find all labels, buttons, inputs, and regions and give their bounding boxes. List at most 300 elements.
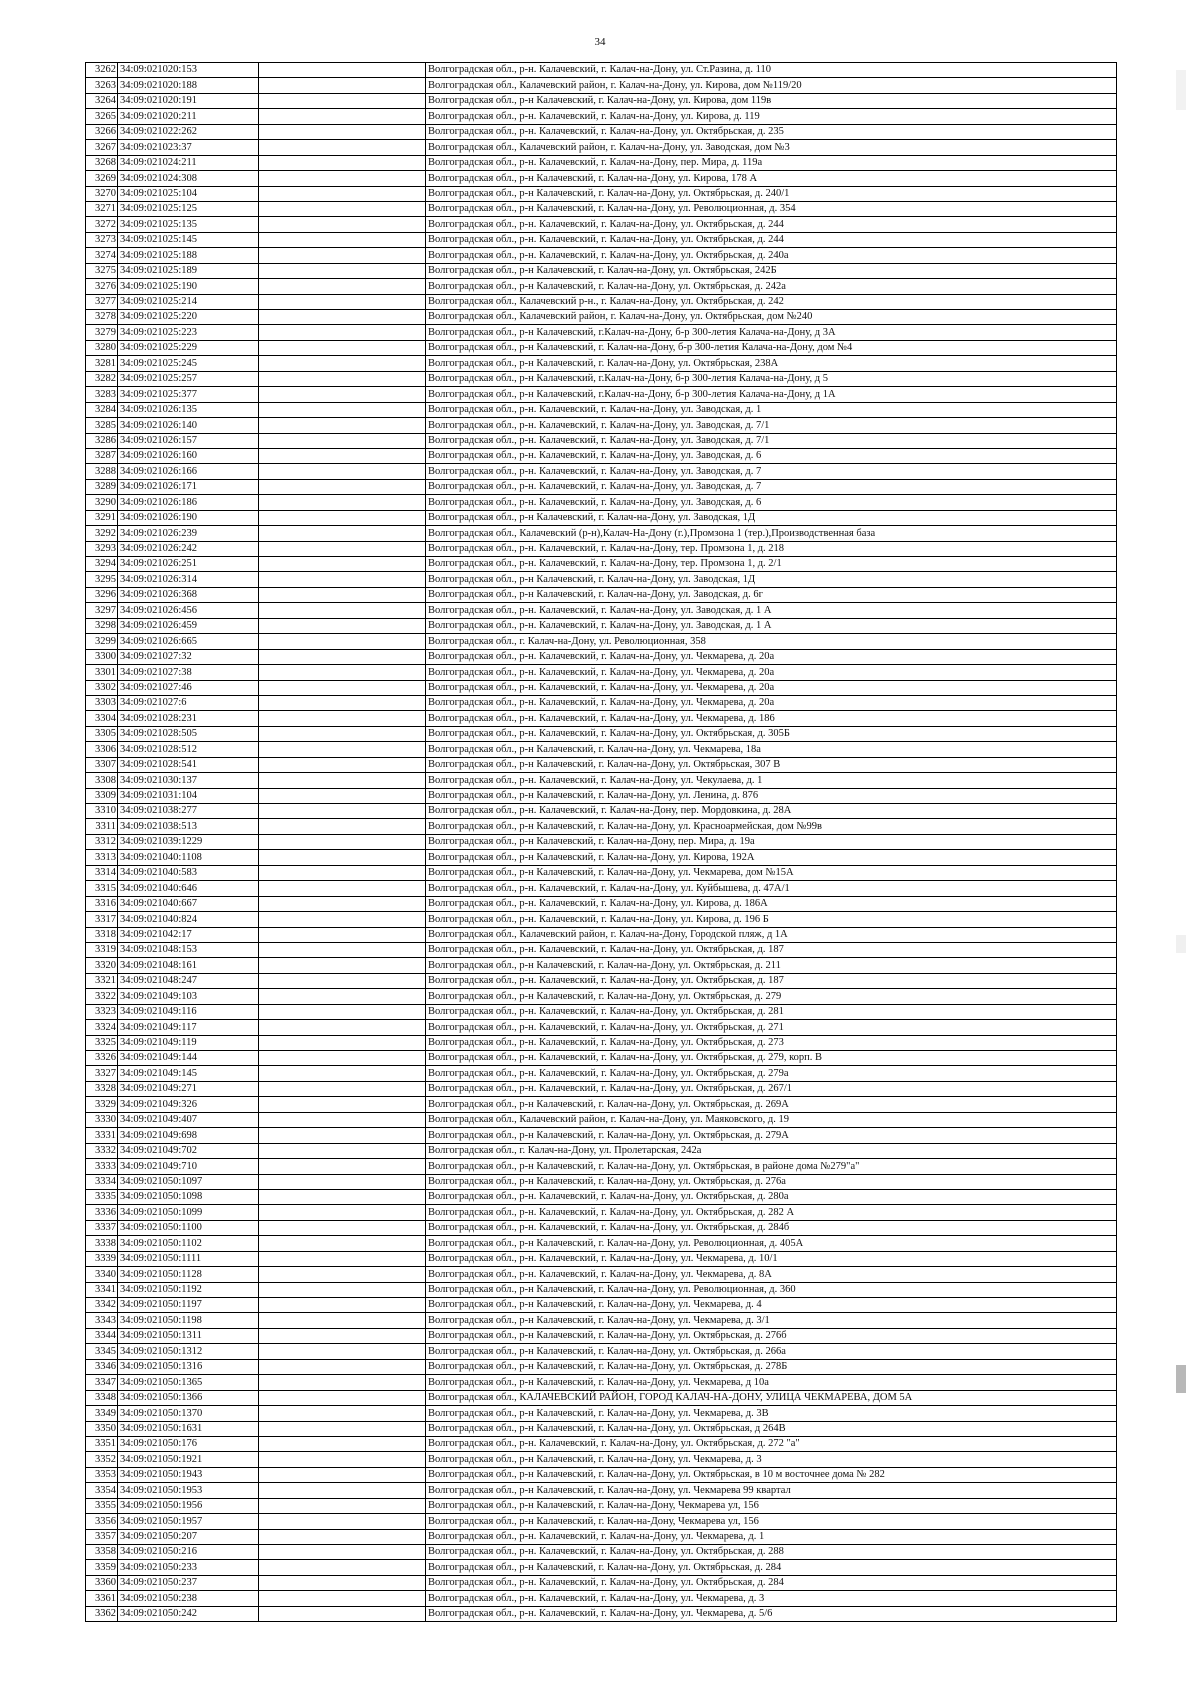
row-number-cell: 3296: [86, 587, 118, 602]
table-row: [86, 1498, 1117, 1513]
empty-cell: [259, 418, 426, 433]
row-number-cell: 3279: [86, 325, 118, 340]
scan-artifact: [1176, 70, 1186, 110]
row-number-cell: 3299: [86, 634, 118, 649]
row-number-cell: 3267: [86, 140, 118, 155]
cadastral-number-cell: 34:09:021050:1312: [118, 1344, 259, 1359]
address-cell: Волгоградская обл., р-н. Калачевский, г. Калач-на-Дону, пер. Мордовкина, д. 28А: [426, 804, 1117, 819]
empty-cell: [259, 541, 426, 556]
table-row: [86, 201, 1117, 216]
table-row: [86, 1436, 1117, 1451]
row-number-cell: 3306: [86, 742, 118, 757]
address-cell: Волгоградская обл., р-н. Калачевский, г. Калач-на-Дону, тер. Промзона 1, д. 2/1: [426, 557, 1117, 572]
row-number-cell: 3268: [86, 155, 118, 170]
table-row: [86, 356, 1117, 371]
empty-cell: [259, 804, 426, 819]
empty-cell: [259, 371, 426, 386]
empty-cell: [259, 495, 426, 510]
empty-cell: [259, 1452, 426, 1467]
address-cell: Волгоградская обл., р-н Калачевский, г. Калач-на-Дону, ул. Чекмарева, д. 4: [426, 1298, 1117, 1313]
cadastral-number-cell: 34:09:021040:646: [118, 881, 259, 896]
address-cell: Волгоградская обл., р-н. Калачевский, г. Калач-на-Дону, ул. Чекмарева, д. 20а: [426, 680, 1117, 695]
table-row: [86, 1467, 1117, 1482]
address-cell: Волгоградская обл., р-н. Калачевский, г. Калач-на-Дону, ул. Октябрьская, д. 281: [426, 1004, 1117, 1019]
row-number-cell: 3350: [86, 1421, 118, 1436]
row-number-cell: 3266: [86, 124, 118, 139]
table-row: [86, 1220, 1117, 1235]
empty-cell: [259, 248, 426, 263]
empty-cell: [259, 649, 426, 664]
table-row: [86, 124, 1117, 139]
address-cell: Волгоградская обл., р-н Калачевский, г. Калач-на-Дону, ул. Чекмарева, д. 3: [426, 1452, 1117, 1467]
address-cell: Волгоградская обл., р-н. Калачевский, г. Калач-на-Дону, ул. Чекмарева, д. 186: [426, 711, 1117, 726]
row-number-cell: 3275: [86, 263, 118, 278]
empty-cell: [259, 201, 426, 216]
empty-cell: [259, 1575, 426, 1590]
row-number-cell: 3324: [86, 1020, 118, 1035]
row-number-cell: 3343: [86, 1313, 118, 1328]
cadastral-number-cell: 34:09:021022:262: [118, 124, 259, 139]
cadastral-number-cell: 34:09:021040:583: [118, 865, 259, 880]
cadastral-number-cell: 34:09:021028:505: [118, 726, 259, 741]
table-row: [86, 541, 1117, 556]
cadastral-number-cell: 34:09:021040:1108: [118, 850, 259, 865]
row-number-cell: 3277: [86, 294, 118, 309]
table-row: [86, 294, 1117, 309]
address-cell: Волгоградская обл., р-н Калачевский, г. Калач-на-Дону, ул. Октябрьская, д. 242а: [426, 279, 1117, 294]
cadastral-number-cell: 34:09:021050:216: [118, 1545, 259, 1560]
row-number-cell: 3297: [86, 603, 118, 618]
cadastral-number-cell: 34:09:021025:223: [118, 325, 259, 340]
cadastral-number-cell: 34:09:021050:1192: [118, 1282, 259, 1297]
empty-cell: [259, 1514, 426, 1529]
empty-cell: [259, 1251, 426, 1266]
empty-cell: [259, 171, 426, 186]
empty-cell: [259, 93, 426, 108]
empty-cell: [259, 1174, 426, 1189]
address-cell: Волгоградская обл., р-н. Калачевский, г. Калач-на-Дону, ул. Чекмарева, д. 3: [426, 1591, 1117, 1606]
table-row: [86, 1128, 1117, 1143]
empty-cell: [259, 1560, 426, 1575]
cadastral-number-cell: 34:09:021050:1316: [118, 1359, 259, 1374]
row-number-cell: 3362: [86, 1606, 118, 1621]
address-cell: Волгоградская обл., р-н. Калачевский, г. Калач-на-Дону, ул. Октябрьская, д. 235: [426, 124, 1117, 139]
address-cell: Волгоградская обл., р-н. Калачевский, г. Калач-на-Дону, ул. Октябрьская, д. 187: [426, 973, 1117, 988]
scan-artifact: [1176, 1365, 1186, 1393]
table-row: [86, 93, 1117, 108]
address-cell: Волгоградская обл., р-н Калачевский, г. Калач-на-Дону, ул. Октябрьская, 238А: [426, 356, 1117, 371]
empty-cell: [259, 310, 426, 325]
row-number-cell: 3288: [86, 464, 118, 479]
cadastral-number-cell: 34:09:021026:456: [118, 603, 259, 618]
table-row: [86, 371, 1117, 386]
row-number-cell: 3325: [86, 1035, 118, 1050]
empty-cell: [259, 726, 426, 741]
address-cell: Волгоградская обл., р-н. Калачевский, г. Калач-на-Дону, ул. Октябрьская, д. 271: [426, 1020, 1117, 1035]
address-cell: Волгоградская обл., р-н. Калачевский, г. Калач-на-Дону, ул. Заводская, д. 7/1: [426, 418, 1117, 433]
cadastral-number-cell: 34:09:021026:251: [118, 557, 259, 572]
row-number-cell: 3357: [86, 1529, 118, 1544]
table-row: [86, 1097, 1117, 1112]
row-number-cell: 3302: [86, 680, 118, 695]
table-row: [86, 1328, 1117, 1343]
table-row: [86, 896, 1117, 911]
row-number-cell: 3360: [86, 1575, 118, 1590]
cadastral-number-cell: 34:09:021025:104: [118, 186, 259, 201]
address-cell: Волгоградская обл., р-н. Калачевский, г. Калач-на-Дону, ул. Чекмарева, д. 5/6: [426, 1606, 1117, 1621]
row-number-cell: 3334: [86, 1174, 118, 1189]
cadastral-number-cell: 34:09:021025:377: [118, 387, 259, 402]
cadastral-number-cell: 34:09:021050:1102: [118, 1236, 259, 1251]
address-cell: Волгоградская обл., р-н. Калачевский, г. Калач-на-Дону, ул. Кирова, д. 186А: [426, 896, 1117, 911]
address-cell: Волгоградская обл., р-н. Калачевский, г. Калач-на-Дону, ул. Чекмарева, д. 20а: [426, 665, 1117, 680]
address-cell: Волгоградская обл., р-н. Калачевский, г. Калач-на-Дону, ул. Заводская, д. 1 А: [426, 603, 1117, 618]
table-row: [86, 1112, 1117, 1127]
table-row: [86, 1282, 1117, 1297]
table-row: [86, 1421, 1117, 1436]
empty-cell: [259, 912, 426, 927]
row-number-cell: 3304: [86, 711, 118, 726]
address-cell: Волгоградская обл., р-н Калачевский, г. Калач-на-Дону, ул. Кирова, дом 119в: [426, 93, 1117, 108]
table-row: [86, 1375, 1117, 1390]
table-row: [86, 1591, 1117, 1606]
row-number-cell: 3353: [86, 1467, 118, 1482]
empty-cell: [259, 1436, 426, 1451]
cadastral-number-cell: 34:09:021049:144: [118, 1051, 259, 1066]
address-cell: Волгоградская обл., р-н Калачевский, г. Калач-на-Дону, ул. Кирова, 178 А: [426, 171, 1117, 186]
row-number-cell: 3298: [86, 618, 118, 633]
table-row: [86, 572, 1117, 587]
empty-cell: [259, 557, 426, 572]
address-cell: Волгоградская обл., р-н. Калачевский, г. Калач-на-Дону, ул. Кирова, д. 196 Б: [426, 912, 1117, 927]
row-number-cell: 3309: [86, 788, 118, 803]
empty-cell: [259, 819, 426, 834]
address-cell: Волгоградская обл., р-н. Калачевский, г. Калач-на-Дону, ул. Октябрьская, д. 279а: [426, 1066, 1117, 1081]
empty-cell: [259, 1189, 426, 1204]
address-cell: Волгоградская обл., р-н Калачевский, г. Калач-на-Дону, ул. Октябрьская, д 264В: [426, 1421, 1117, 1436]
cadastral-number-cell: 34:09:021050:238: [118, 1591, 259, 1606]
row-number-cell: 3286: [86, 433, 118, 448]
address-cell: Волгоградская обл., р-н. Калачевский, г. Калач-на-Дону, ул. Заводская, д. 7: [426, 479, 1117, 494]
cadastral-number-cell: 34:09:021024:308: [118, 171, 259, 186]
address-cell: Волгоградская обл., р-н. Калачевский, г. Калач-на-Дону, ул. Октябрьская, д. 267/1: [426, 1081, 1117, 1096]
empty-cell: [259, 1267, 426, 1282]
table-row: [86, 1051, 1117, 1066]
table-row: [86, 479, 1117, 494]
table-row: [86, 526, 1117, 541]
address-cell: Волгоградская обл., Калачевский район, г. Калач-на-Дону, ул. Кирова, дом №119/20: [426, 78, 1117, 93]
table-row: [86, 1035, 1117, 1050]
row-number-cell: 3338: [86, 1236, 118, 1251]
row-number-cell: 3349: [86, 1406, 118, 1421]
row-number-cell: 3319: [86, 942, 118, 957]
row-number-cell: 3287: [86, 448, 118, 463]
row-number-cell: 3323: [86, 1004, 118, 1019]
address-cell: Волгоградская обл., Калачевский район, г. Калач-на-Дону, ул. Заводская, дом №3: [426, 140, 1117, 155]
table-row: [86, 448, 1117, 463]
row-number-cell: 3333: [86, 1159, 118, 1174]
address-cell: Волгоградская обл., р-н. Калачевский, г. Калач-на-Дону, ул. Октябрьская, д. 244: [426, 217, 1117, 232]
address-cell: Волгоградская обл., р-н Калачевский, г. Калач-на-Дону, ул. Октябрьская, д. 211: [426, 958, 1117, 973]
address-cell: Волгоградская обл., р-н. Калачевский, г. Калач-на-Дону, тер. Промзона 1, д. 218: [426, 541, 1117, 556]
table-row: [86, 1143, 1117, 1158]
table-row: [86, 217, 1117, 232]
address-cell: Волгоградская обл., р-н Калачевский, г. Калач-на-Дону, ул. Октябрьская, 307 В: [426, 757, 1117, 772]
empty-cell: [259, 140, 426, 155]
row-number-cell: 3318: [86, 927, 118, 942]
table-row: [86, 464, 1117, 479]
address-cell: Волгоградская обл., р-н. Калачевский, г. Калач-на-Дону, ул. Чекмарева, д. 10/1: [426, 1251, 1117, 1266]
address-cell: Волгоградская обл., р-н Калачевский, г. Калач-на-Дону, ул. Ленина, д. 876: [426, 788, 1117, 803]
empty-cell: [259, 1051, 426, 1066]
empty-cell: [259, 1591, 426, 1606]
cadastral-number-cell: 34:09:021048:153: [118, 942, 259, 957]
empty-cell: [259, 634, 426, 649]
table-row: [86, 695, 1117, 710]
empty-cell: [259, 1390, 426, 1405]
table-row: [86, 1313, 1117, 1328]
empty-cell: [259, 1483, 426, 1498]
table-row: [86, 587, 1117, 602]
cadastral-number-cell: 34:09:021026:368: [118, 587, 259, 602]
cadastral-number-cell: 34:09:021039:1229: [118, 834, 259, 849]
address-cell: Волгоградская обл., р-н Калачевский, г. Калач-на-Дону, ул. Революционная, д. 405А: [426, 1236, 1117, 1251]
row-number-cell: 3265: [86, 109, 118, 124]
cadastral-number-cell: 34:09:021025:188: [118, 248, 259, 263]
cadastral-number-cell: 34:09:021049:119: [118, 1035, 259, 1050]
cadastral-number-cell: 34:09:021050:1128: [118, 1267, 259, 1282]
cadastral-number-cell: 34:09:021050:242: [118, 1606, 259, 1621]
table-row: [86, 1081, 1117, 1096]
table-row: [86, 1344, 1117, 1359]
row-number-cell: 3289: [86, 479, 118, 494]
table-row: [86, 912, 1117, 927]
empty-cell: [259, 1205, 426, 1220]
cadastral-number-cell: 34:09:021040:824: [118, 912, 259, 927]
cadastral-number-cell: 34:09:021050:1099: [118, 1205, 259, 1220]
row-number-cell: 3317: [86, 912, 118, 927]
address-cell: Волгоградская обл., г. Калач-на-Дону, ул. Революционная, 358: [426, 634, 1117, 649]
cadastral-number-cell: 34:09:021026:459: [118, 618, 259, 633]
cadastral-number-cell: 34:09:021049:103: [118, 989, 259, 1004]
address-cell: Волгоградская обл., р-н. Калачевский, г. Калач-на-Дону, ул. Октябрьская, д. 284б: [426, 1220, 1117, 1235]
cadastral-number-cell: 34:09:021050:207: [118, 1529, 259, 1544]
empty-cell: [259, 665, 426, 680]
address-cell: Волгоградская обл., р-н. Калачевский, г. Калач-на-Дону, ул. Октябрьская, д. 244: [426, 232, 1117, 247]
address-cell: Волгоградская обл., р-н. Калачевский, г. Калач-на-Дону, ул. Заводская, д. 1: [426, 402, 1117, 417]
row-number-cell: 3312: [86, 834, 118, 849]
row-number-cell: 3285: [86, 418, 118, 433]
cadastral-number-cell: 34:09:021048:161: [118, 958, 259, 973]
empty-cell: [259, 1298, 426, 1313]
cadastral-number-cell: 34:09:021027:32: [118, 649, 259, 664]
row-number-cell: 3347: [86, 1375, 118, 1390]
cadastral-number-cell: 34:09:021050:1943: [118, 1467, 259, 1482]
table-row: [86, 140, 1117, 155]
address-cell: Волгоградская обл., р-н. Калачевский, г. Калач-на-Дону, ул. Октябрьская, д. 288: [426, 1545, 1117, 1560]
cadastral-number-cell: 34:09:021025:125: [118, 201, 259, 216]
row-number-cell: 3337: [86, 1220, 118, 1235]
empty-cell: [259, 572, 426, 587]
empty-cell: [259, 742, 426, 757]
address-cell: Волгоградская обл., р-н Калачевский, г. Калач-на-Дону, ул. Чекмарева, 18а: [426, 742, 1117, 757]
table-row: [86, 557, 1117, 572]
address-cell: Волгоградская обл., р-н Калачевский, г. Калач-на-Дону, ул. Октябрьская, д. 279А: [426, 1128, 1117, 1143]
row-number-cell: 3314: [86, 865, 118, 880]
empty-cell: [259, 387, 426, 402]
row-number-cell: 3351: [86, 1436, 118, 1451]
empty-cell: [259, 896, 426, 911]
cadastral-number-cell: 34:09:021050:1631: [118, 1421, 259, 1436]
row-number-cell: 3310: [86, 804, 118, 819]
row-number-cell: 3311: [86, 819, 118, 834]
empty-cell: [259, 109, 426, 124]
address-cell: Волгоградская обл., р-н Калачевский, г. Калач-на-Дону, ул. Заводская, 1Д: [426, 510, 1117, 525]
empty-cell: [259, 881, 426, 896]
address-cell: Волгоградская обл., р-н Калачевский, г. Калач-на-Дону, ул. Чекмарева, д. 3/1: [426, 1313, 1117, 1328]
table-row: [86, 665, 1117, 680]
address-cell: Волгоградская обл., р-н Калачевский, г. Калач-на-Дону, ул. Октябрьская, д. 276б: [426, 1328, 1117, 1343]
address-cell: Волгоградская обл., р-н Калачевский, г. Калач-на-Дону, Чекмарева ул, 156: [426, 1514, 1117, 1529]
cadastral-number-cell: 34:09:021042:17: [118, 927, 259, 942]
table-row: [86, 649, 1117, 664]
address-cell: Волгоградская обл., р-н Калачевский, г. Калач-на-Дону, ул. Кирова, 192А: [426, 850, 1117, 865]
address-cell: Волгоградская обл., р-н Калачевский, г. Калач-на-Дону, пер. Мира, д. 19а: [426, 834, 1117, 849]
table-row: [86, 1174, 1117, 1189]
address-cell: Волгоградская обл., р-н. Калачевский, г. Калач-на-Дону, ул. Октябрьская, д. 305Б: [426, 726, 1117, 741]
table-row: [86, 726, 1117, 741]
cadastral-number-cell: 34:09:021050:1366: [118, 1390, 259, 1405]
empty-cell: [259, 402, 426, 417]
table-row: [86, 634, 1117, 649]
cadastral-number-cell: 34:09:021050:1311: [118, 1328, 259, 1343]
address-cell: Волгоградская обл., р-н. Калачевский, г. Калач-на-Дону, ул. Октябрьская, д. 279, корп. В: [426, 1051, 1117, 1066]
cadastral-number-cell: 34:09:021020:153: [118, 63, 259, 78]
cadastral-number-cell: 34:09:021025:214: [118, 294, 259, 309]
row-number-cell: 3336: [86, 1205, 118, 1220]
address-cell: Волгоградская обл., р-н Калачевский, г.Калач-на-Дону, б-р 300-летия Калача-на-Дону, д 5: [426, 371, 1117, 386]
empty-cell: [259, 232, 426, 247]
row-number-cell: 3301: [86, 665, 118, 680]
address-cell: Волгоградская обл., р-н. Калачевский, г. Калач-на-Дону, ул. Заводская, д. 6: [426, 495, 1117, 510]
row-number-cell: 3281: [86, 356, 118, 371]
address-cell: Волгоградская обл., р-н. Калачевский, г. Калач-на-Дону, ул. Чекмарева, д. 20а: [426, 695, 1117, 710]
cadastral-number-cell: 34:09:021049:698: [118, 1128, 259, 1143]
cadastral-number-cell: 34:09:021025:190: [118, 279, 259, 294]
table-row: [86, 1406, 1117, 1421]
cadastral-number-cell: 34:09:021026:239: [118, 526, 259, 541]
row-number-cell: 3327: [86, 1066, 118, 1081]
cadastral-number-cell: 34:09:021024:211: [118, 155, 259, 170]
table-row: [86, 510, 1117, 525]
address-cell: Волгоградская обл., р-н. Калачевский, г. Калач-на-Дону, ул. Октябрьская, д. 187: [426, 942, 1117, 957]
row-number-cell: 3284: [86, 402, 118, 417]
empty-cell: [259, 958, 426, 973]
address-cell: Волгоградская обл., р-н Калачевский, г. Калач-на-Дону, ул. Заводская, д. 6г: [426, 587, 1117, 602]
table-row: [86, 1390, 1117, 1405]
empty-cell: [259, 1359, 426, 1374]
row-number-cell: 3274: [86, 248, 118, 263]
table-row: [86, 927, 1117, 942]
table-row: [86, 1298, 1117, 1313]
table-row: [86, 1267, 1117, 1282]
row-number-cell: 3331: [86, 1128, 118, 1143]
row-number-cell: 3358: [86, 1545, 118, 1560]
address-cell: Волгоградская обл., р-н. Калачевский, г. Калач-на-Дону, ул. Заводская, д. 6: [426, 448, 1117, 463]
address-cell: Волгоградская обл., р-н. Калачевский, г. Калач-на-Дону, ул. Чекмарева, д. 1: [426, 1529, 1117, 1544]
row-number-cell: 3320: [86, 958, 118, 973]
row-number-cell: 3355: [86, 1498, 118, 1513]
empty-cell: [259, 356, 426, 371]
empty-cell: [259, 279, 426, 294]
address-cell: Волгоградская обл., р-н. Калачевский, г. Калач-на-Дону, ул. Октябрьская, д. 273: [426, 1035, 1117, 1050]
table-row: [86, 618, 1117, 633]
cadastral-number-cell: 34:09:021028:231: [118, 711, 259, 726]
empty-cell: [259, 989, 426, 1004]
empty-cell: [259, 510, 426, 525]
row-number-cell: 3322: [86, 989, 118, 1004]
row-number-cell: 3341: [86, 1282, 118, 1297]
cadastral-number-cell: 34:09:021038:277: [118, 804, 259, 819]
table-row: [86, 881, 1117, 896]
empty-cell: [259, 1081, 426, 1096]
row-number-cell: 3352: [86, 1452, 118, 1467]
empty-cell: [259, 1159, 426, 1174]
empty-cell: [259, 155, 426, 170]
row-number-cell: 3273: [86, 232, 118, 247]
row-number-cell: 3354: [86, 1483, 118, 1498]
address-cell: Волгоградская обл., р-н Калачевский, г. Калач-на-Дону, ул. Октябрьская, д. 278Б: [426, 1359, 1117, 1374]
empty-cell: [259, 1004, 426, 1019]
row-number-cell: 3290: [86, 495, 118, 510]
address-cell: Волгоградская обл., г. Калач-на-Дону, ул. Пролетарская, 242а: [426, 1143, 1117, 1158]
empty-cell: [259, 1066, 426, 1081]
scan-artifact: [1176, 935, 1186, 953]
cadastral-number-cell: 34:09:021026:242: [118, 541, 259, 556]
page-number: 34: [594, 36, 606, 48]
cadastral-number-cell: 34:09:021026:135: [118, 402, 259, 417]
cadastral-number-cell: 34:09:021026:157: [118, 433, 259, 448]
row-number-cell: 3270: [86, 186, 118, 201]
address-cell: Волгоградская обл., р-н Калачевский, г. Калач-на-Дону, ул. Октябрьская, д. 240/1: [426, 186, 1117, 201]
table-row: [86, 788, 1117, 803]
row-number-cell: 3316: [86, 896, 118, 911]
table-row: [86, 850, 1117, 865]
address-cell: Волгоградская обл., р-н. Калачевский, г. Калач-на-Дону, ул. Октябрьская, д. 272 "а": [426, 1436, 1117, 1451]
empty-cell: [259, 1375, 426, 1390]
table-row: [86, 418, 1117, 433]
empty-cell: [259, 1545, 426, 1560]
property-register-table: [85, 62, 1117, 1622]
address-cell: Волгоградская обл., р-н Калачевский, г. Калач-на-Дону, ул. Октябрьская, 242Б: [426, 263, 1117, 278]
cadastral-number-cell: 34:09:021050:1957: [118, 1514, 259, 1529]
empty-cell: [259, 865, 426, 880]
cadastral-number-cell: 34:09:021027:46: [118, 680, 259, 695]
cadastral-number-cell: 34:09:021026:186: [118, 495, 259, 510]
table-row: [86, 1483, 1117, 1498]
table-row: [86, 186, 1117, 201]
row-number-cell: 3328: [86, 1081, 118, 1096]
row-number-cell: 3294: [86, 557, 118, 572]
register-body: [86, 63, 1117, 1622]
address-cell: Волгоградская обл., р-н Калачевский, г. Калач-на-Дону, ул. Чекмарева, д 10а: [426, 1375, 1117, 1390]
table-row: [86, 232, 1117, 247]
table-row: [86, 1575, 1117, 1590]
table-row: [86, 942, 1117, 957]
empty-cell: [259, 773, 426, 788]
empty-cell: [259, 1328, 426, 1343]
table-row: [86, 1066, 1117, 1081]
